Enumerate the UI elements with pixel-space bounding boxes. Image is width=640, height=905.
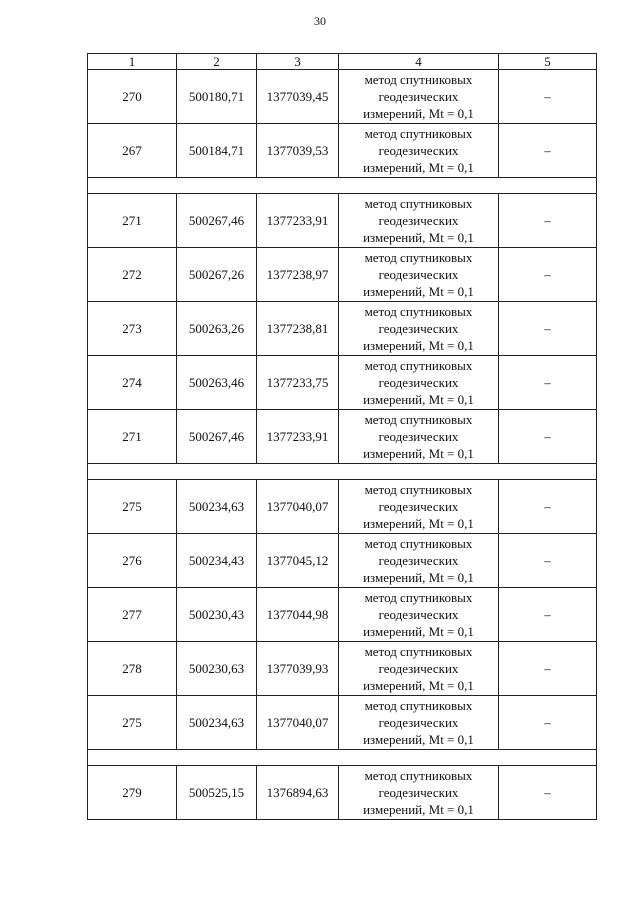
point-number-cell: 271 [88,194,177,248]
method-cell [339,302,499,356]
x-coordinate-cell: 500234,63 [177,696,257,750]
table-row [88,642,597,696]
method-line: измерений, Mt = 0,1 [363,570,474,585]
method-cell [339,124,499,178]
point-number-cell: 274 [88,356,177,410]
method-cell [339,356,499,410]
method-cell [339,766,499,820]
y-coordinate-cell: 1377039,93 [257,642,339,696]
x-coordinate-cell: 500267,46 [177,410,257,464]
point-number-cell: 273 [88,302,177,356]
table-row [88,248,597,302]
y-coordinate-cell: 1377039,45 [257,70,339,124]
y-coordinate-cell: 1377040,07 [257,480,339,534]
description-cell: – [499,70,597,124]
header-col-1: 1 [88,54,177,70]
x-coordinate-cell: 500230,43 [177,588,257,642]
method-line: измерений, Mt = 0,1 [363,516,474,531]
header-col-5: 5 [499,54,597,70]
description-cell: – [499,248,597,302]
method-cell [339,70,499,124]
description-cell: – [499,302,597,356]
description-cell: – [499,410,597,464]
method-line: метод спутниковых [364,304,473,319]
point-number-cell: 277 [88,588,177,642]
x-coordinate-cell: 500263,26 [177,302,257,356]
description-cell: – [499,124,597,178]
method-cell [339,696,499,750]
method-line: геодезических [378,375,459,390]
method-line: геодезических [378,213,459,228]
y-coordinate-cell: 1377238,97 [257,248,339,302]
point-number-cell: 272 [88,248,177,302]
method-line: геодезических [378,607,459,622]
method-line: геодезических [378,785,459,800]
description-cell: – [499,194,597,248]
coordinates-table [87,53,597,820]
method-line: метод спутниковых [364,644,473,659]
method-cell [339,534,499,588]
method-line: измерений, Mt = 0,1 [363,678,474,693]
y-coordinate-cell: 1377040,07 [257,696,339,750]
method-line: измерений, Mt = 0,1 [363,230,474,245]
method-line: измерений, Mt = 0,1 [363,446,474,461]
group-separator-cell [88,750,597,766]
x-coordinate-cell: 500525,15 [177,766,257,820]
group-separator-cell [88,464,597,480]
method-line: геодезических [378,715,459,730]
x-coordinate-cell: 500184,71 [177,124,257,178]
method-line: геодезических [378,553,459,568]
y-coordinate-cell: 1377039,53 [257,124,339,178]
method-line: метод спутниковых [364,250,473,265]
description-cell: – [499,534,597,588]
x-coordinate-cell: 500267,46 [177,194,257,248]
header-col-4: 4 [339,54,499,70]
method-line: метод спутниковых [364,126,473,141]
method-line: измерений, Mt = 0,1 [363,338,474,353]
description-cell: – [499,356,597,410]
method-cell [339,248,499,302]
group-separator-cell [88,178,597,194]
point-number-cell: 267 [88,124,177,178]
group-separator-row [88,750,597,766]
method-line: измерений, Mt = 0,1 [363,624,474,639]
method-line: измерений, Mt = 0,1 [363,732,474,747]
method-line: измерений, Mt = 0,1 [363,802,474,817]
description-cell: – [499,642,597,696]
method-line: измерений, Mt = 0,1 [363,284,474,299]
method-line: метод спутниковых [364,768,473,783]
method-line: измерений, Mt = 0,1 [363,106,474,121]
point-number-cell: 271 [88,410,177,464]
method-cell [339,410,499,464]
y-coordinate-cell: 1377233,91 [257,194,339,248]
point-number-cell: 275 [88,480,177,534]
method-cell [339,480,499,534]
y-coordinate-cell: 1376894,63 [257,766,339,820]
table-header-row [88,54,597,70]
y-coordinate-cell: 1377044,98 [257,588,339,642]
y-coordinate-cell: 1377233,91 [257,410,339,464]
table-row [88,356,597,410]
method-line: геодезических [378,143,459,158]
method-line: метод спутниковых [364,72,473,87]
method-line: метод спутниковых [364,482,473,497]
point-number-cell: 278 [88,642,177,696]
description-cell: – [499,480,597,534]
method-line: метод спутниковых [364,358,473,373]
x-coordinate-cell: 500263,46 [177,356,257,410]
method-line: метод спутниковых [364,412,473,427]
y-coordinate-cell: 1377045,12 [257,534,339,588]
table-row [88,766,597,820]
table-row [88,588,597,642]
description-cell: – [499,588,597,642]
point-number-cell: 279 [88,766,177,820]
method-line: геодезических [378,499,459,514]
table-row [88,410,597,464]
method-line: метод спутниковых [364,536,473,551]
group-separator-row [88,464,597,480]
method-line: измерений, Mt = 0,1 [363,160,474,175]
group-separator-row [88,178,597,194]
page-number: 30 [314,14,326,28]
method-line: геодезических [378,267,459,282]
table-row [88,480,597,534]
method-line: геодезических [378,321,459,336]
x-coordinate-cell: 500180,71 [177,70,257,124]
method-cell [339,194,499,248]
method-line: геодезических [378,661,459,676]
x-coordinate-cell: 500230,63 [177,642,257,696]
method-line: геодезических [378,89,459,104]
header-col-2: 2 [177,54,257,70]
point-number-cell: 275 [88,696,177,750]
x-coordinate-cell: 500234,43 [177,534,257,588]
header-col-3: 3 [257,54,339,70]
x-coordinate-cell: 500234,63 [177,480,257,534]
table-row [88,302,597,356]
method-line: метод спутниковых [364,590,473,605]
table-row [88,70,597,124]
point-number-cell: 276 [88,534,177,588]
description-cell: – [499,696,597,750]
method-cell [339,588,499,642]
y-coordinate-cell: 1377238,81 [257,302,339,356]
table-row [88,534,597,588]
point-number-cell: 270 [88,70,177,124]
method-line: измерений, Mt = 0,1 [363,392,474,407]
y-coordinate-cell: 1377233,75 [257,356,339,410]
table-row [88,194,597,248]
table-row [88,124,597,178]
description-cell: – [499,766,597,820]
x-coordinate-cell: 500267,26 [177,248,257,302]
method-line: метод спутниковых [364,698,473,713]
method-line: метод спутниковых [364,196,473,211]
method-line: геодезических [378,429,459,444]
method-cell [339,642,499,696]
table-row [88,696,597,750]
